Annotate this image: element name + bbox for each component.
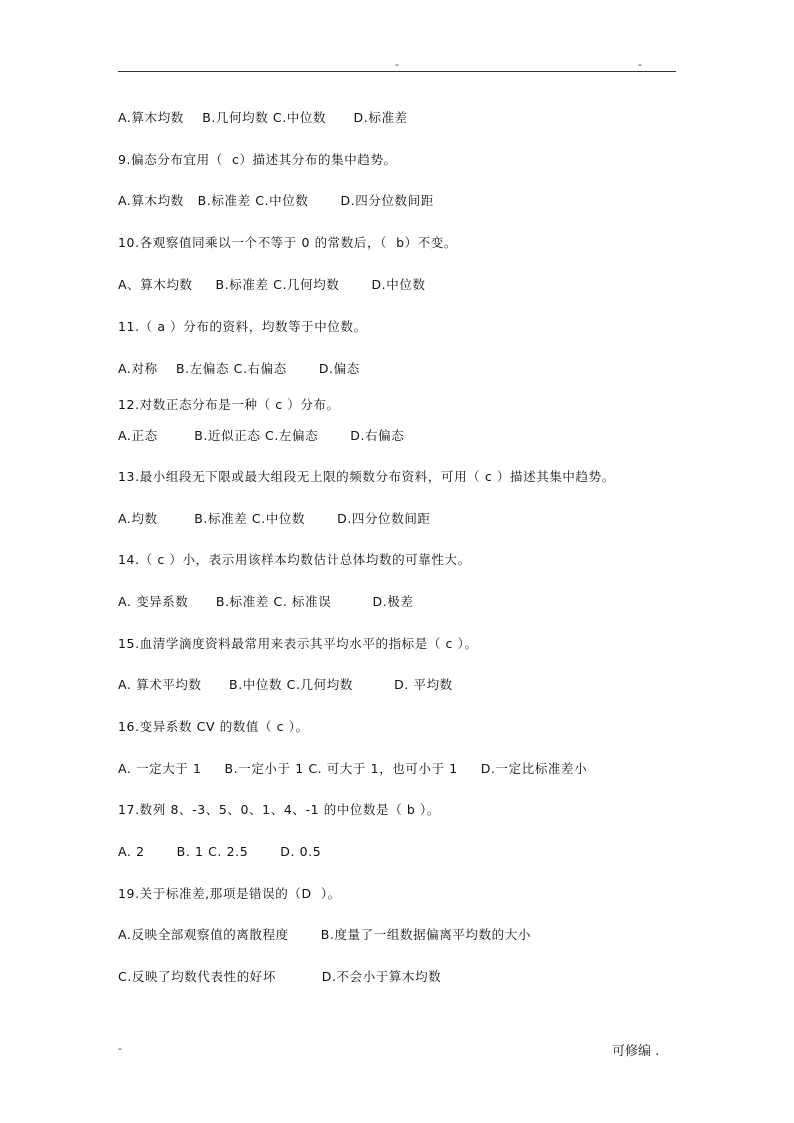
options-q19-ab: A.反映全部观察值的离散程度 B.度量了一组数据偏离平均数的大小 xyxy=(118,927,531,942)
footer-editable-note: 可修编 . xyxy=(612,1044,660,1059)
question-16: 16.变异系数 CV 的数值（ c ）。 xyxy=(118,719,309,734)
question-14: 14.（ c ）小，表示用该样本均数估计总体均数的可靠性大。 xyxy=(118,552,471,567)
options-q9: A.算木均数 B.标准差 C.中位数 D.四分位数间距 xyxy=(118,193,434,208)
options-q14: A. 变异系数 B.标准差 C. 标准误 D.极差 xyxy=(118,594,414,609)
question-13: 13.最小组段无下限或最大组段无上限的频数分布资料，可用（ c ）描述其集中趋势。 xyxy=(118,469,615,484)
question-11: 11.（ a ）分布的资料，均数等于中位数。 xyxy=(118,319,367,334)
question-15: 15.血清学滴度资料最常用来表示其平均水平的指标是（ c ）。 xyxy=(118,636,478,651)
options-q19-cd: C.反映了均数代表性的好坏 D.不会小于算木均数 xyxy=(118,969,442,984)
options-q8: A.算木均数 B.几何均数 C.中位数 D.标准差 xyxy=(118,110,408,125)
question-12: 12.对数正态分布是一种（ c ）分布。 xyxy=(118,397,340,412)
options-q16: A. 一定大于 1 B.一定小于 1 C. 可大于 1，也可小于 1 D.一定比标准差小 xyxy=(118,761,588,776)
footer-mark-left: - xyxy=(118,1042,122,1055)
options-q13: A.均数 B.标准差 C.中位数 D.四分位数间距 xyxy=(118,511,431,526)
question-17: 17.数列 8、-3、5、0、1、4、-1 的中位数是（ b ）。 xyxy=(118,802,440,817)
options-q15: A. 算术平均数 B.中位数 C.几何均数 D. 平均数 xyxy=(118,677,453,692)
question-10: 10.各观察值同乘以一个不等于 0 的常数后，（ b）不变。 xyxy=(118,235,458,250)
options-q17: A. 2 B. 1 C. 2.5 D. 0.5 xyxy=(118,844,322,859)
header-mark-center: - xyxy=(395,58,399,71)
options-q11: A.对称 B.左偏态 C.右偏态 D.偏态 xyxy=(118,361,360,376)
question-19: 19.关于标准差,那项是错误的（D ）。 xyxy=(118,886,341,901)
header-rule xyxy=(118,71,676,72)
options-q10: A、算木均数 B.标准差 C.几何均数 D.中位数 xyxy=(118,277,426,292)
header-mark-right: - xyxy=(638,58,642,71)
question-9: 9.偏态分布宜用（ c）描述其分布的集中趋势。 xyxy=(118,152,397,167)
options-q12: A.正态 B.近似正态 C.左偏态 D.右偏态 xyxy=(118,428,405,443)
